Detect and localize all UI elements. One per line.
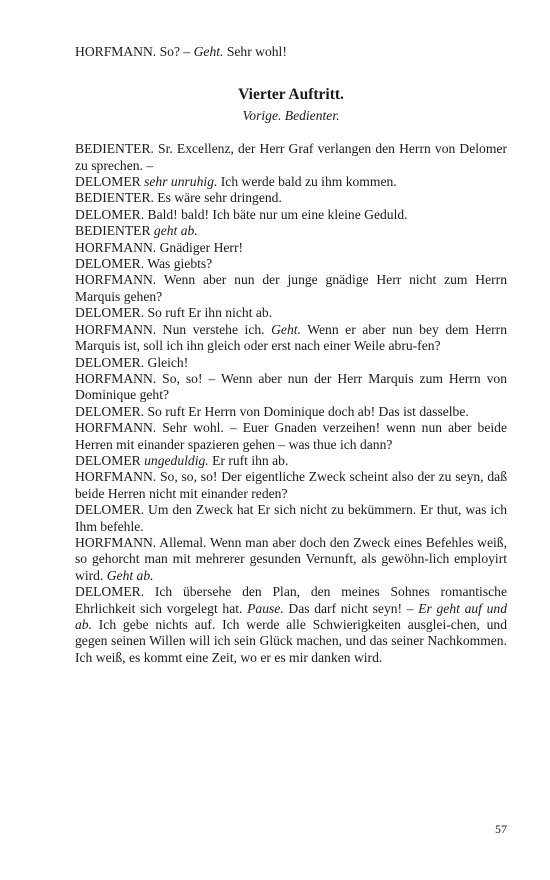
dialogue-text: HORFMANN. Nun verstehe ich. [75, 321, 272, 337]
dialogue-line [75, 240, 507, 256]
dialogue-line [75, 207, 507, 223]
scene-persons: Vorige. Bedienter. [242, 107, 340, 123]
dialogue-text: DELOMER [75, 174, 145, 190]
page-number: 57 [495, 822, 507, 836]
stage-direction: Geht. [271, 321, 301, 337]
dialogue-line [75, 355, 507, 371]
dialogue-text: BEDIENTER [75, 223, 154, 239]
dialogue-line [75, 404, 507, 420]
dialogue-text: DELOMER. So ruft Er ihn nicht ab. [75, 305, 273, 321]
dialogue-text: BEDIENTER. Sr. Excellenz, der Herr Graf verlangen den Herrn von Delomer zu sprechen. – [75, 141, 507, 173]
dialogue [75, 141, 507, 666]
dialogue-text: DELOMER [75, 452, 145, 468]
dialogue-line [75, 141, 507, 174]
dialogue-text: DELOMER. Gleich! [75, 354, 189, 370]
stage-direction: Er geht auf und ab. [75, 600, 507, 632]
dialogue-text: HORFMANN. Allemal. Wenn man aber doch den Zweck eines Befehles weiß, so gehorcht man mit mehrerer gesunden Vernunft, als gewöhn-lich employirt wird. [75, 534, 507, 583]
dialogue-line [75, 190, 507, 206]
dialogue-text: HORFMANN. Gnädiger Herr! [75, 239, 244, 255]
scene-title: Vierter Auftritt. [238, 86, 344, 104]
dialogue-text: DELOMER. Was giebts? [75, 256, 213, 272]
dialogue-text: Er ruft ihn ab. [208, 452, 289, 468]
stage-direction: geht ab. [153, 223, 198, 239]
dialogue-text: DELOMER. Um den Zweck hat Er sich nicht zu bekümmern. Er thut, was ich Ihm befehle. [75, 502, 507, 534]
stage-direction: sehr unruhig. [144, 174, 218, 190]
dialogue-line [75, 322, 507, 355]
dialogue-line [75, 371, 507, 404]
dialogue-line [75, 535, 507, 584]
stage-direction: Geht ab. [106, 567, 154, 583]
dialogue-text: HORFMANN. So, so, so! Der eigentliche Zweck scheint also der zu seyn, daß beide Herren nicht mit einander reden? [75, 469, 507, 501]
dialogue-line [75, 223, 507, 239]
dialogue-text: DELOMER. Ich übersehe den Plan, den meines Sohnes romantische Ehrlichkeit sich vorgelegt hat. [75, 584, 507, 616]
dialogue-text: Ich gebe nichts auf. Ich werde alle Schwierigkeiten ausglei-chen, und gegen seinen Willen will ich sein Glück machen, und das seiner Nachkommen. Ich weiß, es kommt eine Zeit, wo er es mir danken wird. [75, 617, 507, 665]
dialogue-text: DELOMER. So ruft Er Herrn von Dominique doch ab! Das ist dasselbe. [75, 403, 469, 419]
dialogue-text: HORFMANN. Sehr wohl. – Euer Gnaden verzeihen! wenn nun aber beide Herren mit einander spazieren gehen – was thue ich dann? [75, 420, 507, 452]
stage-direction: Pause. [247, 600, 284, 616]
opening-direction: Geht. [193, 44, 224, 59]
dialogue-line [75, 502, 507, 535]
opening-line [75, 44, 507, 60]
opening-post: Sehr wohl! [223, 44, 287, 59]
dialogue-line [75, 272, 507, 305]
dialogue-text: BEDIENTER. Es wäre sehr dringend. [75, 190, 282, 206]
dialogue-text: HORFMANN. Wenn aber nun der junge gnädige Herr nicht zum Herrn Marquis gehen? [75, 272, 507, 304]
dialogue-text: Ich werde bald zu ihm kommen. [217, 174, 397, 190]
dialogue-text: HORFMANN. So, so! – Wenn aber nun der Herr Marquis zum Herrn von Dominique geht? [75, 370, 507, 403]
page-body [75, 44, 507, 666]
dialogue-line [75, 469, 507, 502]
dialogue-text: Das darf nicht seyn! – [283, 600, 419, 616]
dialogue-line [75, 453, 507, 469]
dialogue-line [75, 420, 507, 453]
dialogue-text: DELOMER. Bald! bald! Ich bäte nur um eine kleine Geduld. [75, 206, 408, 222]
dialogue-line [75, 584, 507, 666]
dialogue-line [75, 305, 507, 321]
dialogue-text: Wenn er aber nun bey dem Herrn Marquis ist, soll ich ihn gleich oder erst nach einer Weile abru-fen? [75, 321, 507, 354]
stage-direction: ungeduldig. [144, 452, 209, 468]
opening-speaker: HORFMANN. [75, 44, 157, 59]
dialogue-line [75, 174, 507, 190]
opening-pre: So? – [156, 44, 194, 59]
dialogue-line [75, 256, 507, 272]
